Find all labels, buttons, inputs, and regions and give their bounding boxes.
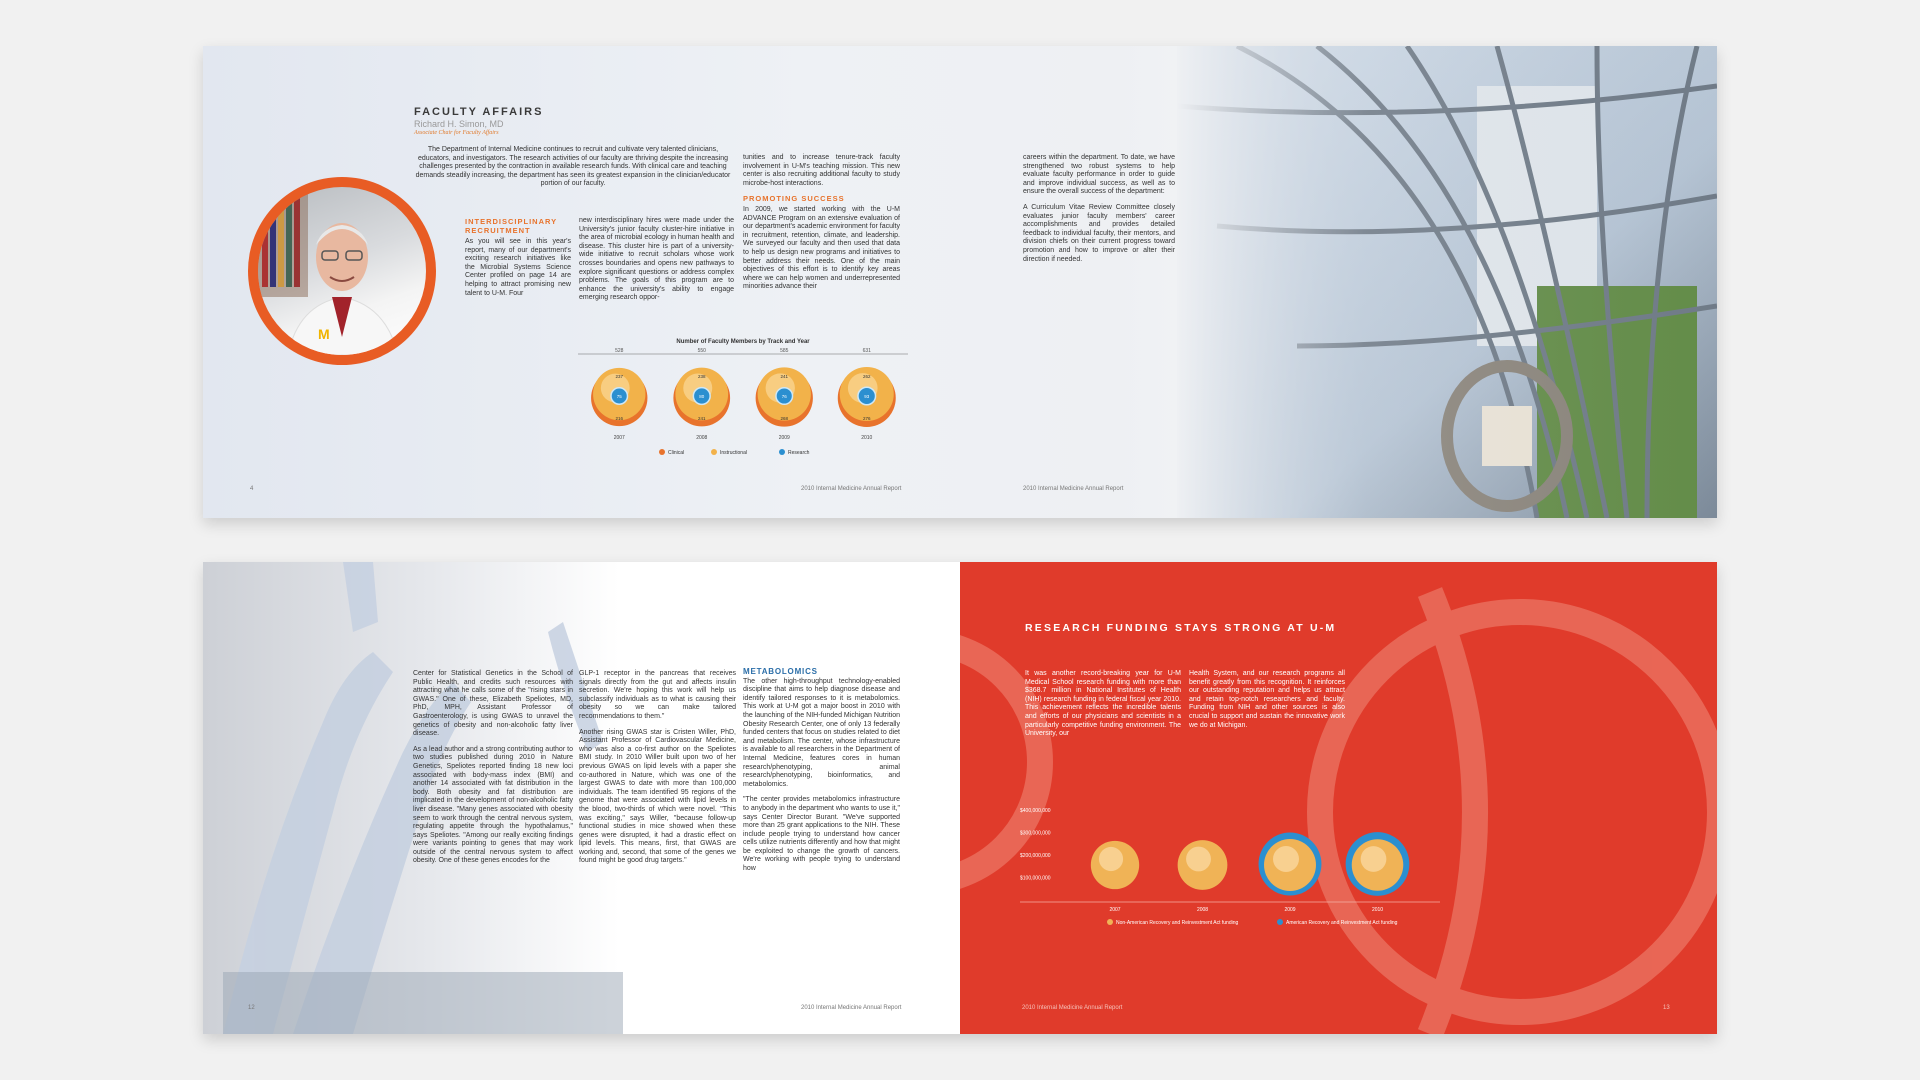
column-c — [743, 154, 900, 299]
intro-paragraph — [414, 146, 732, 189]
funding-chart — [1020, 802, 1440, 932]
page-number-13: 13 — [1663, 1005, 1670, 1011]
y-tick-label: $200,000,000 — [1020, 853, 1051, 859]
column-d2-text: A Curriculum Vitae Review Committee closely evaluates junior faculty members' career accomplishments and provides detailed feedback to individual faculty, their mentors, and division chiefs on their current progress toward promotion and how to improve or alter their direction if needed. — [1023, 203, 1175, 263]
right-page — [960, 562, 1717, 1034]
legend-swatch — [711, 449, 717, 455]
left-col-b-p2: Another rising GWAS star is Cristen Willer, PhD, Assistant Professor of Cardiovascular Medicine, who was also a co-first author on the Speliotes BMI study. In 2010 Willer built upon two of her previous GWAS on lipid levels with a paper she co-authored in Nature, which was one of the largest GWAS to date with more than 100,000 individuals. The team identified 95 regions of the genome that were associated with lipid levels in the blood, two-thirds of which were novel. "This was exciting," says Willer, "because follow-up functional studies in mice showed when these genes were disrupted, it had a drastic effect on lipid levels. This means, first, that GWAS are working and, second, that some of the genes we found might be good drug targets." — [579, 728, 736, 865]
right-col-a-text: It was another record-breaking year for U-M Medical School research funding with more than $368.7 million in National Institutes of Health (NIH) research funding in federal fiscal year 2010. This achievement reflects the incredible talents and efforts of our physicians and scientists in a particularly competitive funding environment. The University, our — [1025, 670, 1181, 738]
faculty-affairs-spread — [203, 46, 1717, 518]
left-column-c — [743, 668, 900, 881]
research-value: 76 — [781, 394, 787, 399]
legend-swatch — [779, 449, 785, 455]
total-label: 550 — [697, 348, 706, 354]
column-d — [1023, 154, 1175, 271]
right-column-a — [1025, 670, 1181, 739]
page-number-12: 12 — [248, 1005, 255, 1011]
legend-label: Clinical — [668, 450, 685, 456]
left-page — [203, 562, 960, 1034]
svg-text:M: M — [318, 326, 330, 342]
legend-label: Instructional — [720, 450, 747, 456]
legend-label: Non-American Recovery and Reinvestment Act funding — [1116, 920, 1239, 926]
y-tick-label: $100,000,000 — [1020, 875, 1051, 882]
research-value: 80 — [699, 394, 705, 399]
portrait-photo — [248, 177, 436, 365]
left-col-a-p2: As a lead author and a strong contributing author to two studies published during 2010 in Nature Genetics, Speliotes reported finding 18 new loci associated with body-mass index (BMI) and another 14 associated with fat distribution in the body. Both obesity and fat distribution are implicated in the development of non-alcoholic fatty liver disease. "Many genes associated with obesity seem to work through the central nervous system, regulating appetite through the hypothalamus," says Speliotes. "Among our really exciting findings were variants pointing to genes that may work outside of the central nervous system to affect obesity. One of these genes encodes for the — [413, 745, 573, 865]
legend-label: American Recovery and Reinvestment Act funding — [1286, 920, 1398, 926]
instructional-value: 238 — [697, 374, 706, 379]
left-col-c-p1: The other high-throughput technology-enabled discipline that aims to help diagnose disease and identify tailored responses to it is metabolomics. This work at U-M got a major boost in 2010 with the launching of the NIH-funded Michigan Nutrition Obesity Research Center, one of only 13 federally funded centers that focus on studies related to diet and metabolism. The center, whose infrastructure is available to all researchers in the Department of Internal Medicine, features cores in human research/phenotyping, animal research/phenotyping, bioinformatics, and metabolomics. — [743, 677, 900, 788]
left-column-b — [579, 670, 736, 873]
intro-text: The Department of Internal Medicine continues to recruit and cultivate very talented clinicians, educators, and investigators. The research activities of our faculty are thriving despite the increasing challenges presented by the contraction in available research funds. With clinical care and teaching demands steadily increasing, the department has seen its greatest expansion in the clinician/educator portion of our faculty. — [415, 146, 731, 188]
year-label: 2010 — [861, 435, 873, 441]
left-col-c-p2: "The center provides metabolomics infrastructure to anybody in the department who wants to use it," says Center Director Burant. "We've supported more than 25 grant applications to the NIH. These include people trying to understand how cancer cells utilize nutrients differently and how that might be exploited to change the growth of cancers. We're working with people trying to understand how — [743, 796, 900, 873]
page-number-left: 4 — [250, 486, 254, 492]
faculty-chart — [578, 346, 908, 460]
legend-label: Research — [788, 450, 810, 456]
clinical-value: 216 — [615, 416, 624, 421]
year-label: 2007 — [1109, 907, 1121, 913]
column-a — [465, 238, 571, 305]
folio-right: 2010 Internal Medicine Annual Report — [1023, 486, 1124, 492]
year-label: 2008 — [1196, 907, 1209, 913]
column-c2-text: In 2009, we started working with the U-M ADVANCE Program on an extensive evaluation of our department's academic environment for faculty in recruitment, retention, climate, and leadership. We surveyed our faculty and then used that data to help us design new programs and initiatives to better address their needs. One of the main objectives of this effort is to identify key areas where we can help women and underrepresented minorities advance their — [743, 205, 900, 291]
instructional-value: 262 — [862, 374, 871, 379]
author-name: Richard H. Simon, MD — [414, 119, 504, 129]
bubble-highlight — [1186, 847, 1211, 872]
metabolomics-heading: METABOLOMICS — [743, 667, 818, 676]
section-title: FACULTY AFFAIRS — [414, 106, 544, 118]
total-label: 528 — [615, 348, 624, 354]
instructional-value: 241 — [780, 374, 789, 379]
research-value: 93 — [864, 394, 870, 399]
year-label: 2009 — [778, 435, 790, 441]
portrait-illustration — [258, 187, 426, 355]
year-label: 2007 — [613, 435, 625, 441]
legend-swatch — [1107, 919, 1113, 925]
folio-bottom-right: 2010 Internal Medicine Annual Report — [1022, 1005, 1123, 1011]
bubble-highlight — [1273, 846, 1299, 872]
bubble-highlight — [1361, 846, 1387, 872]
right-col-b-text: Health System, and our research programs all benefit greatly from this recognition. It reinforces our outstanding reputation and helps us attract and retain top-notch researchers and faculty. Funding from NIH and other sources is also crucial to support and sustain the innovative work we do at Michigan. — [1189, 670, 1345, 729]
subheading-interdisciplinary: INTERDISCIPLINARY RECRUITMENT — [465, 217, 558, 235]
y-tick-label: $300,000,000 — [1020, 830, 1051, 837]
research-title: RESEARCH FUNDING STAYS STRONG AT U-M — [1025, 622, 1337, 634]
folio-left: 2010 Internal Medicine Annual Report — [801, 486, 902, 492]
left-col-b-p1: GLP-1 receptor in the pancreas that receives signals directly from the gut and affects insulin secretion. We're hoping this work will help us subclassify individuals as to what is causing their obesity so we can make tailored recommendations to them." — [579, 670, 736, 720]
column-b-text: new interdisciplinary hires were made under the University's junior faculty cluster-hire initiative in the area of microbial ecology in human health and disease. This cluster hire is part of a university-wide initiative to recruit scholars whose work crosses boundaries and opens new pathways to explore significant questions or address complex problems. The goals of this program are to enhance the university's ability to engage emerging research oppor- — [579, 217, 734, 302]
year-label: 2009 — [1284, 907, 1296, 913]
subheading-promoting: PROMOTING SUCCESS — [743, 194, 845, 204]
clinical-value: 241 — [697, 416, 706, 421]
column-d1-text: careers within the department. To date, we have strengthened two robust systems to help evaluate faculty performance in order to guide and improve individual success, as well as to ensure the overall success of the department: — [1023, 154, 1175, 196]
portrait-image — [258, 187, 426, 355]
research-value: 75 — [616, 394, 622, 399]
clinical-value: 268 — [780, 416, 789, 421]
column-c1-text: tunities and to increase tenure-track faculty involvement in U-M's teaching mission. This new center is also recruiting additional faculty to study microbe-host interactions. — [743, 154, 900, 187]
legend-swatch — [659, 449, 665, 455]
column-a-text: As you will see in this year's report, many of our department's exciting research initiatives like the Microbial Systems Science Center profiled on page 14 are helping to attract promising new talent to U-M. Four — [465, 238, 571, 297]
total-label: 631 — [862, 348, 871, 354]
clinical-value: 276 — [862, 416, 871, 421]
author-role: Associate Chair for Faculty Affairs — [414, 130, 499, 136]
bubble-highlight — [1099, 847, 1123, 871]
total-label: 585 — [780, 348, 789, 354]
skylight-photo — [1177, 46, 1717, 518]
column-b — [579, 217, 734, 310]
year-label: 2008 — [696, 435, 708, 441]
research-spread — [203, 562, 1717, 1034]
left-column-a — [413, 670, 573, 873]
folio-bottom-left: 2010 Internal Medicine Annual Report — [801, 1005, 902, 1011]
legend-swatch — [1277, 919, 1283, 925]
year-label: 2010 — [1371, 907, 1384, 913]
left-col-a-p1: Center for Statistical Genetics in the School of Public Health, and credits such resources with attracting what he calls some of the "rising stars in GWAS." One of these, Elizabeth Speliotes, MD, PhD, MPH, Assistant Professor of Gastroenterology, is using GWAS to unravel the genetics of obesity and non-alcoholic fatty liver disease. — [413, 670, 573, 738]
right-column-b — [1189, 670, 1345, 730]
instructional-value: 237 — [615, 374, 624, 379]
y-tick-label: $400,000,000 — [1020, 808, 1051, 814]
faculty-chart-title: Number of Faculty Members by Track and Year — [676, 339, 810, 345]
